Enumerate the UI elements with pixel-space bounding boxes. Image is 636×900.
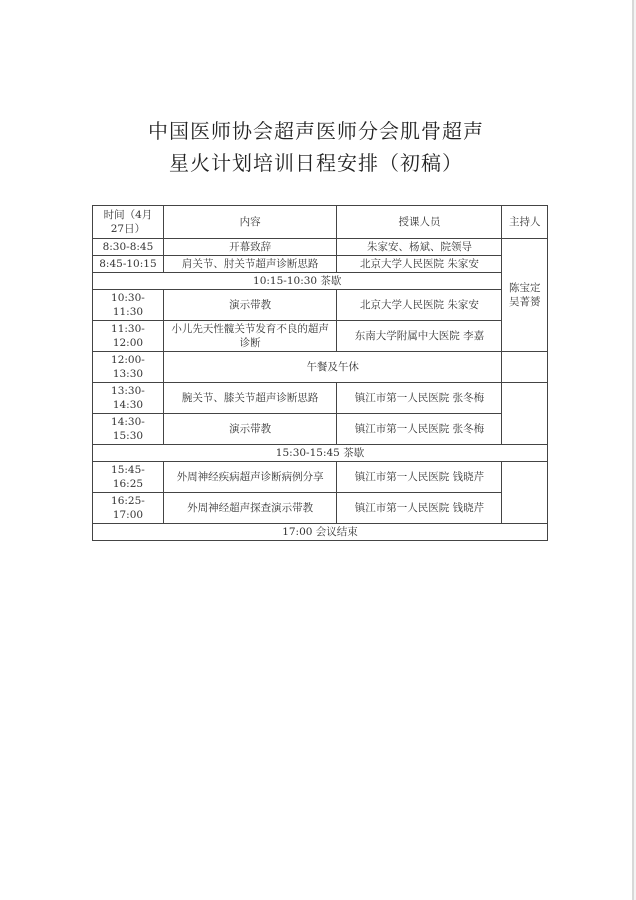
lecturer-cell: 镇江市第一人民医院 张冬梅: [337, 414, 502, 445]
table-row: [93, 321, 548, 352]
header-lecturer: 授课人员: [337, 206, 502, 239]
break-cell: 10:15-10:30 茶歇: [93, 273, 502, 290]
content-cell: 腕关节、膝关节超声诊断思路: [163, 383, 337, 414]
table-row: [93, 290, 548, 321]
lecturer-cell: 北京大学人民医院 朱家安: [337, 256, 502, 273]
time-cell: 16:25-17:00: [93, 493, 164, 524]
lecturer-cell: 镇江市第一人民医院 张冬梅: [337, 383, 502, 414]
table-row: [93, 256, 548, 273]
header-content: 内容: [163, 206, 337, 239]
document-title-line1: 中国医师协会超声医师分会肌骨超声: [148, 119, 484, 143]
table-row: [93, 414, 548, 445]
lecturer-cell: 镇江市第一人民医院 钱晓芹: [337, 493, 502, 524]
host-cell-afternoon-1: [502, 383, 548, 445]
schedule-table: [92, 205, 548, 541]
lecturer-cell: 镇江市第一人民医院 钱晓芹: [337, 462, 502, 493]
time-cell: 11:30-12:00: [93, 321, 164, 352]
time-cell: 15:45-16:25: [93, 462, 164, 493]
break-cell: 15:30-15:45 茶歇: [93, 445, 548, 462]
break-row: [93, 445, 548, 462]
header-host: 主持人: [502, 206, 548, 239]
table-row: [93, 383, 548, 414]
time-cell: 13:30-14:30: [93, 383, 164, 414]
time-cell: 8:45-10:15: [93, 256, 164, 273]
table-row: [93, 239, 548, 256]
lunch-row: [93, 352, 548, 383]
host-cell-afternoon-2: [502, 462, 548, 524]
host-cell-morning: 陈宝定 吴菁赟: [502, 239, 548, 352]
content-cell: 外周神经疾病超声诊断病例分享: [163, 462, 337, 493]
content-cell: 肩关节、肘关节超声诊断思路: [163, 256, 337, 273]
content-cell: 外周神经超声探查演示带教: [163, 493, 337, 524]
break-row: [93, 273, 548, 290]
table-row: [93, 462, 548, 493]
content-cell: 演示带教: [163, 290, 337, 321]
lecturer-cell: 东南大学附属中大医院 李嘉: [337, 321, 502, 352]
time-cell: 12:00-13:30: [93, 352, 164, 383]
time-cell: 14:30-15:30: [93, 414, 164, 445]
content-cell: 演示带教: [163, 414, 337, 445]
closing-cell: 17:00 会议结束: [93, 524, 548, 541]
time-cell: 10:30-11:30: [93, 290, 164, 321]
content-cell: 小儿先天性髋关节发育不良的超声诊断: [163, 321, 337, 352]
lecturer-cell: 北京大学人民医院 朱家安: [337, 290, 502, 321]
header-time: 时间（4月27日）: [93, 206, 164, 239]
lecturer-cell: 朱家安、杨斌、院领导: [337, 239, 502, 256]
time-cell: 8:30-8:45: [93, 239, 164, 256]
table-header-row: [93, 206, 548, 239]
document-title-line2: 星火计划培训日程安排（初稿）: [169, 151, 463, 175]
lunch-cell: 午餐及午休: [163, 352, 502, 383]
host-cell-empty: [502, 352, 548, 383]
closing-row: [93, 524, 548, 541]
table-row: [93, 493, 548, 524]
content-cell: 开幕致辞: [163, 239, 337, 256]
